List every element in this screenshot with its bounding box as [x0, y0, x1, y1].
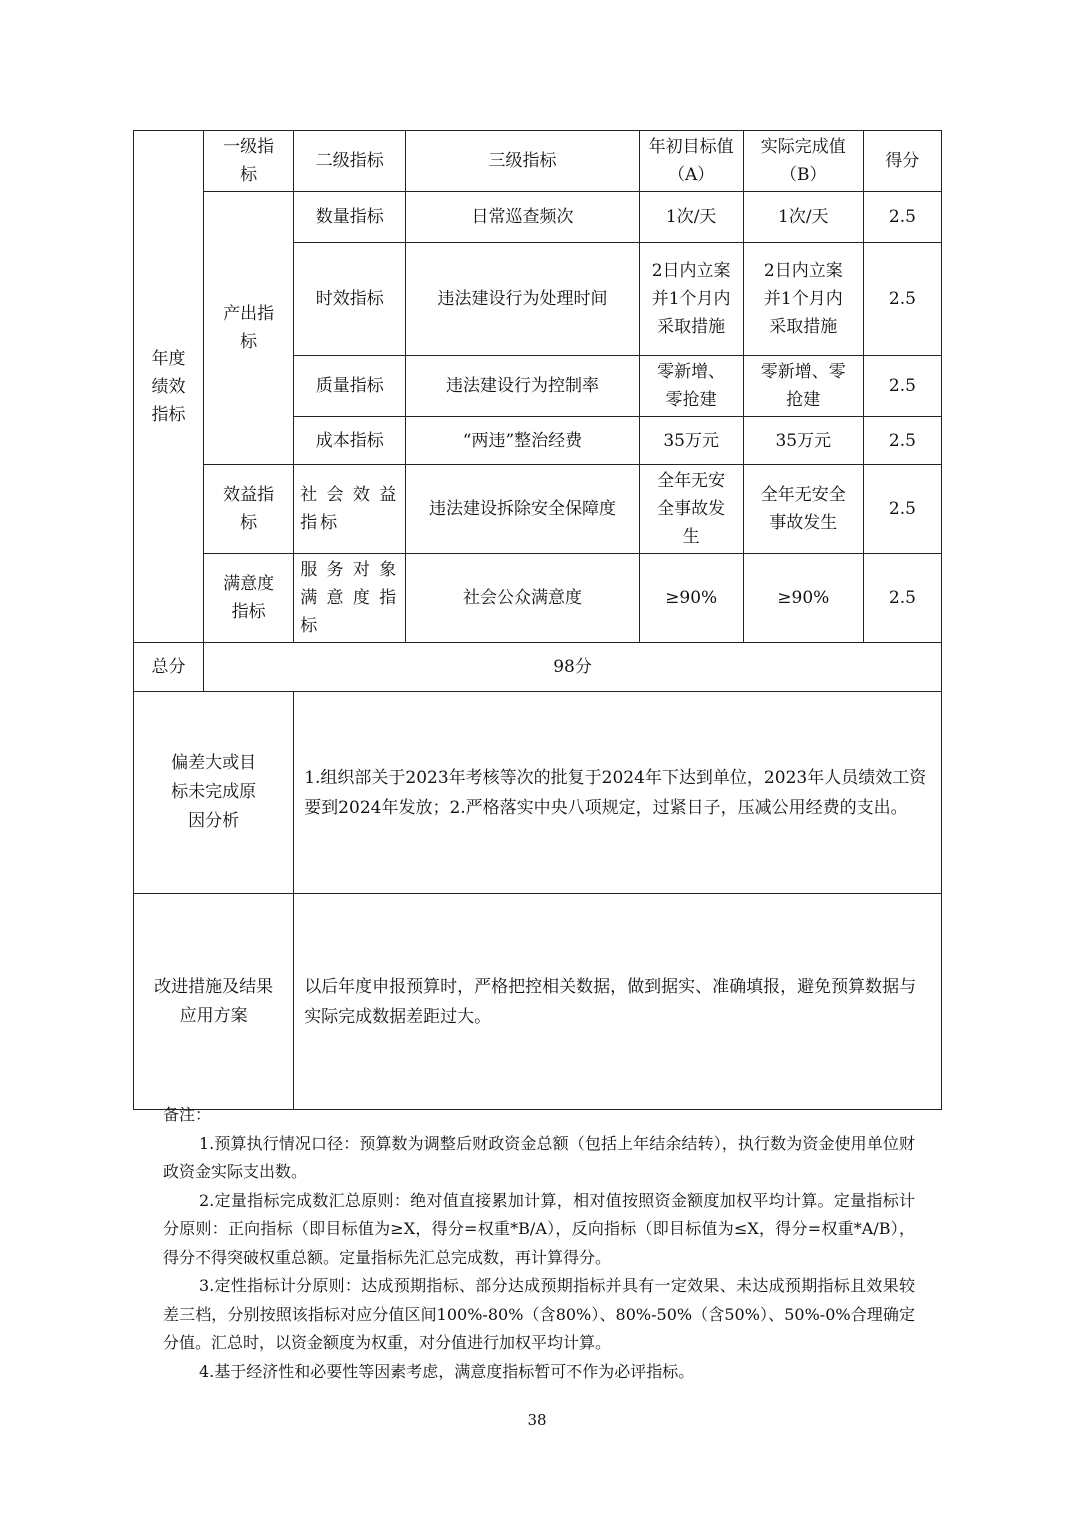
group-satisfaction: 满意度指标 — [204, 554, 294, 643]
target-cell: 35万元 — [639, 417, 743, 465]
total-label: 总分 — [134, 643, 204, 692]
target-cell: 零新增、零抢建 — [639, 356, 743, 417]
group-benefit: 效益指标 — [204, 465, 294, 554]
header-row — [134, 131, 942, 192]
deviation-text: 1.组织部关于2023年考核等次的批复于2024年下达到单位，2023年人员绩效工资要到2024年发放；2.严格落实中央八项规定，过紧日子，压减公用经费的支出。 — [294, 692, 942, 894]
level2-cell: 数量指标 — [294, 192, 406, 243]
actual-cell: 全年无安全事故发生 — [743, 465, 863, 554]
total-row — [134, 643, 942, 692]
score-cell: 2.5 — [863, 243, 941, 356]
header-level1: 一级指标 — [204, 131, 294, 192]
table-row — [134, 465, 942, 554]
improvement-row — [134, 894, 942, 1110]
level3-cell: 违法建设行为控制率 — [406, 356, 639, 417]
level3-cell: 社会公众满意度 — [406, 554, 639, 643]
target-cell: 2日内立案并1个月内采取措施 — [639, 243, 743, 356]
actual-cell: 35万元 — [743, 417, 863, 465]
level2-cell: 社会效益指标 — [294, 465, 406, 554]
page-number: 38 — [527, 1411, 547, 1429]
performance-table — [133, 130, 942, 1110]
note-item: 3.定性指标计分原则：达成预期指标、部分达成预期指标并具有一定效果、未达成预期指标且效果较差三档，分别按照该指标对应分值区间100%-80%（含80%）、80%-50%（含50%）、50%-0%合理确定分值。汇总时，以资金额度为权重，对分值进行加权平均计算。 — [163, 1276, 915, 1352]
improvement-text: 以后年度申报预算时，严格把控相关数据，做到据实、准确填报，避免预算数据与实际完成数据差距过大。 — [294, 894, 942, 1110]
level2-cell: 成本指标 — [294, 417, 406, 465]
notes-section — [163, 1101, 915, 1386]
score-cell: 2.5 — [863, 554, 941, 643]
actual-cell: ≥90% — [743, 554, 863, 643]
table-row — [134, 554, 942, 643]
level2-cell: 质量指标 — [294, 356, 406, 417]
notes-title: 备注： — [163, 1105, 212, 1124]
target-cell: 1次/天 — [639, 192, 743, 243]
level3-cell: 违法建设行为处理时间 — [406, 243, 639, 356]
table-row — [134, 192, 942, 243]
target-cell: 全年无安全事故发生 — [639, 465, 743, 554]
total-value: 98分 — [204, 643, 942, 692]
level3-cell: “两违”整治经费 — [406, 417, 639, 465]
header-level2: 二级指标 — [294, 131, 406, 192]
target-cell: ≥90% — [639, 554, 743, 643]
level2-cell: 服务对象满意度指标 — [294, 554, 406, 643]
score-cell: 2.5 — [863, 465, 941, 554]
level3-cell: 日常巡查频次 — [406, 192, 639, 243]
group-output: 产出指标 — [204, 192, 294, 465]
score-cell: 2.5 — [863, 192, 941, 243]
score-cell: 2.5 — [863, 356, 941, 417]
actual-cell: 2日内立案并1个月内采取措施 — [743, 243, 863, 356]
header-score: 得分 — [863, 131, 941, 192]
note-item: 2.定量指标完成数汇总原则：绝对值直接累加计算，相对值按照资金额度加权平均计算。定量指标计分原则：正向指标（即目标值为≥X，得分=权重*B/A），反向指标（即目标值为≤X，得分=权重*A/B），得分不得突破权重总额。定量指标先汇总完成数，再计算得分。 — [163, 1190, 915, 1267]
level3-cell: 违法建设拆除安全保障度 — [406, 465, 639, 554]
score-cell: 2.5 — [863, 417, 941, 465]
category-cell: 年度绩效指标 — [134, 131, 204, 643]
deviation-row — [134, 692, 942, 894]
improvement-label: 改进措施及结果应用方案 — [134, 894, 294, 1110]
actual-cell: 1次/天 — [743, 192, 863, 243]
note-item: 1.预算执行情况口径：预算数为调整后财政资金总额（包括上年结余结转），执行数为资金使用单位财政资金实际支出数。 — [163, 1133, 915, 1181]
actual-cell: 零新增、零抢建 — [743, 356, 863, 417]
deviation-label: 偏差大或目标未完成原因分析 — [134, 692, 294, 894]
note-item: 4.基于经济性和必要性等因素考虑，满意度指标暂可不作为必评指标。 — [199, 1361, 695, 1381]
header-actual: 实际完成值（B） — [743, 131, 863, 192]
header-level3: 三级指标 — [406, 131, 639, 192]
header-target: 年初目标值（A） — [639, 131, 743, 192]
level2-cell: 时效指标 — [294, 243, 406, 356]
